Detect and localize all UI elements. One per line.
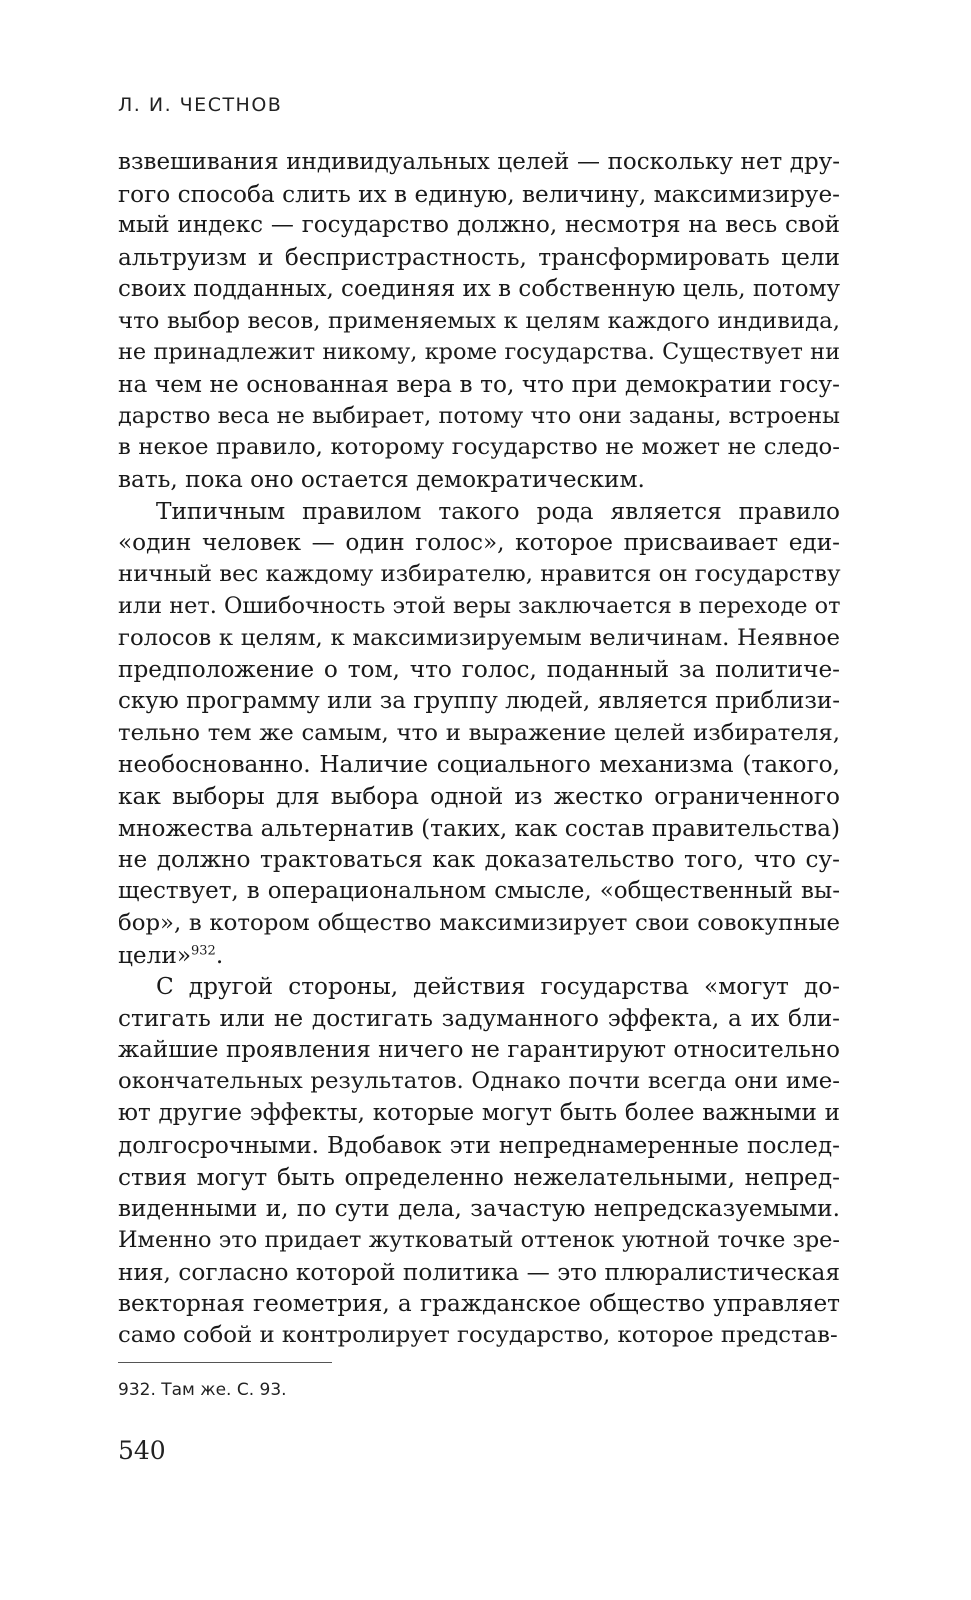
footnote-divider (118, 1362, 332, 1363)
running-head: Л. И. ЧЕСТНОВ (118, 94, 283, 116)
text-line: ничный вес каждому избирателю, нравится он государству (118, 561, 841, 588)
text-line: в некое правило, которому государство не может не следо- (118, 434, 840, 461)
text-line: гого способа слить их в единую, величину, максимизируе- (118, 180, 840, 208)
footnote: 932. Там же. С. 93. (118, 1380, 287, 1400)
text-line: жайшие проявления ничего не гарантируют относительно (118, 1036, 840, 1063)
text-line: или нет. Ошибочность этой веры заключается в переходе от (118, 592, 841, 619)
text-line: своих подданных, соединяя их в собственную цель, потому (118, 275, 841, 302)
text-line: мый индекс — государство должно, несмотря на весь свой (118, 212, 840, 239)
text-line: ния, согласно которой политика — это плюралистическая (118, 1258, 840, 1286)
text-line: ют другие эффекты, которые могут быть более важными и (118, 1100, 840, 1127)
body-text (118, 147, 840, 1352)
page-number: 540 (118, 1436, 166, 1465)
text-line: С другой стороны, действия государства «могут до- (156, 973, 840, 1001)
text-line: ствия могут быть определенно нежелательными, непред- (118, 1163, 840, 1191)
text-line: не принадлежит никому, кроме государства. Существует ни (118, 339, 840, 366)
text-line: взвешивания индивидуальных целей — поскольку нет дру- (118, 149, 840, 175)
text-line: не должно трактоваться как доказательство того, что су- (118, 846, 840, 874)
text-line: что выбор весов, применяемых к целям каждого индивида, (118, 307, 840, 334)
paragraph (118, 147, 840, 496)
text-line: Именно это придает жутковатый оттенок уютной точке зре- (118, 1226, 840, 1253)
text-line: множества альтернатив (таких, как состав правительства) (118, 814, 841, 842)
text-line: окончательных результатов. Однако почти всегда они име- (118, 1068, 840, 1095)
text-line: бор», в котором общество максимизирует свои совокупные (118, 909, 840, 936)
text-line: само собой и контролирует государство, которое представ- (118, 1322, 838, 1349)
text-line: вать, пока оно остается демократическим. (118, 466, 645, 494)
text-line: векторная геометрия, а гражданское общество управляет (118, 1290, 840, 1318)
end-punctuation: . (215, 941, 224, 969)
text-line: виденными и, по сути дела, зачастую непредсказуемыми. (118, 1195, 840, 1223)
text-line: скую программу или за группу людей, является приблизи- (118, 687, 840, 714)
text-line: на чем не основанная вера в то, что при демократии госу- (118, 370, 840, 398)
text-line: предположение о том, что голос, поданный за политиче- (118, 656, 840, 684)
text-line: цели»$^{932}$. (118, 941, 224, 969)
text-line: альтруизм и беспристрастность, трансформировать цели (118, 244, 840, 272)
text-line: долгосрочными. Вдобавок эти непреднамеренные послед- (118, 1131, 840, 1159)
text-line: ществует, в операциональном смысле, «общественный вы- (118, 878, 840, 905)
footnote-reference[interactable]: 932 (191, 942, 216, 958)
text-line: Типичным правилом такого рода является правило (156, 497, 840, 525)
text-line: как выборы для выбора одной из жестко ограниченного (118, 783, 840, 811)
text-line: необоснованно. Наличие социального механизма (такого, (118, 751, 840, 779)
paragraph (118, 971, 840, 1351)
text-line: стигать или не достигать задуманного эффекта, а их бли- (118, 1004, 840, 1032)
paragraph (118, 496, 840, 972)
text-line: дарство веса не выбирает, потому что они заданы, встроены (118, 402, 840, 429)
text-line: голосов к целям, к максимизируемым величинам. Неявное (118, 624, 840, 651)
text-line: «один человек — один голос», которое присваивает еди- (118, 529, 840, 557)
text-line: тельно тем же самым, что и выражение целей избирателя, (118, 719, 840, 746)
